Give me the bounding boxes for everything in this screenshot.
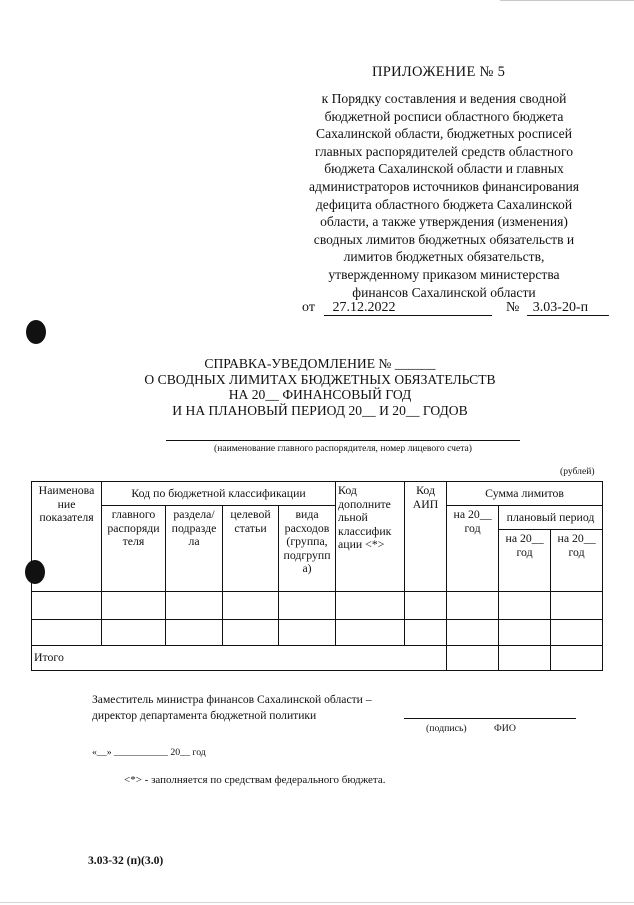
order-reference: [302, 300, 609, 316]
table-cell: [336, 592, 405, 620]
table-cell: [499, 646, 551, 671]
appendix-line: Сахалинской области, бюджетных росписей: [316, 126, 572, 142]
table-cell: [405, 592, 447, 620]
header-target-article: целевой статьи: [223, 506, 279, 592]
table-cell: [223, 592, 279, 620]
org-name-caption: (наименование главного распорядителя, номер лицевого счета): [214, 443, 472, 454]
order-number: 3.03-20-п: [527, 300, 609, 316]
table-cell: [447, 620, 499, 646]
signer-position-line: директор департамента бюджетной политики: [92, 708, 317, 722]
header-main-manager: главного распоряди теля: [102, 506, 166, 592]
appendix-line: области, а также утверждения (изменения): [320, 214, 568, 230]
appendix-line: главных распорядителей средств областного: [314, 143, 574, 159]
total-label: Итого: [32, 646, 447, 671]
signature-caption: (подпись): [426, 723, 467, 734]
appendix-line: администраторов источников финансирования: [308, 178, 580, 194]
heading-line: О СВОДНЫХ ЛИМИТАХ БЮДЖЕТНЫХ ОБЯЗАТЕЛЬСТВ: [144, 371, 496, 387]
form-code: 3.03-32 (п)(3.0): [88, 854, 164, 867]
appendix-line: к Порядку составления и ведения сводной: [321, 91, 567, 106]
header-plan-period: плановый период: [499, 506, 603, 530]
header-expense-type: вида расходов (группа, подгрупп а): [279, 506, 336, 592]
appendix-line: бюджетной росписи областного бюджета: [324, 108, 564, 124]
appendix-line: сводных лимитов бюджетных обязательств и: [313, 231, 575, 247]
table-cell: [223, 620, 279, 646]
appendix-line: лимитов бюджетных обязательств,: [343, 249, 545, 265]
appendix-line: бюджета Сахалинской области и главных: [324, 161, 564, 177]
header-additional-code: Код дополните льной классифик ации <*>: [336, 482, 405, 592]
table-cell: [32, 592, 102, 620]
org-name-line: [166, 440, 520, 441]
table-cell: [551, 646, 603, 671]
header-section: раздела/ подразде ла: [166, 506, 223, 592]
header-sum-limits: Сумма лимитов: [447, 482, 603, 506]
table-cell: [551, 620, 603, 646]
table-cell: [279, 592, 336, 620]
number-label: №: [505, 300, 520, 315]
from-label: от: [302, 300, 315, 315]
table-cell: [166, 592, 223, 620]
appendix-text: [286, 90, 602, 301]
appendix-title: ПРИЛОЖЕНИЕ № 5: [372, 64, 506, 80]
scan-artifact-top: [500, 0, 634, 1]
date-line: «__» ___________ 20__ год: [92, 747, 206, 758]
header-current-year: на 20__ год: [447, 506, 499, 592]
fio-caption: ФИО: [494, 723, 516, 734]
table-cell: [279, 620, 336, 646]
signature-block: [92, 692, 372, 723]
table-cell: [499, 592, 551, 620]
header-plan-year-2: на 20__ год: [551, 530, 603, 592]
unit-label: (рублей): [560, 466, 595, 477]
order-date: 27.12.2022: [324, 300, 492, 316]
footnote: <*> - заполняется по средствам федерального бюджета.: [124, 774, 386, 786]
table-row: [32, 592, 603, 620]
table-cell: [447, 646, 499, 671]
signature-line: [404, 718, 576, 719]
table-cell: [336, 620, 405, 646]
heading-line: СПРАВКА-УВЕДОМЛЕНИЕ № ______: [204, 356, 436, 371]
header-indicator-name: Наименова ние показателя: [32, 482, 102, 592]
table-cell: [551, 592, 603, 620]
appendix-line: финансов Сахалинской области: [352, 284, 536, 300]
table-cell: [166, 620, 223, 646]
limits-table: [31, 481, 603, 671]
appendix-line: утвержденному приказом министерства: [328, 266, 560, 282]
appendix-line: дефицита областного бюджета Сахалинской: [315, 196, 573, 212]
table-cell: [447, 592, 499, 620]
signer-position-line: Заместитель министра финансов Сахалинской области –: [92, 693, 372, 706]
document-heading: [100, 356, 540, 418]
table-cell: [499, 620, 551, 646]
punch-hole-mark: [26, 320, 46, 344]
total-row: [32, 646, 603, 671]
heading-line: И НА ПЛАНОВЫЙ ПЕРИОД 20__ И 20__ ГОДОВ: [172, 402, 468, 418]
table-cell: [102, 592, 166, 620]
scan-artifact-bottom: [0, 902, 634, 903]
header-plan-year-1: на 20__ год: [499, 530, 551, 592]
table-cell: [102, 620, 166, 646]
table-cell: [32, 620, 102, 646]
heading-line: НА 20__ ФИНАНСОВЫЙ ГОД: [228, 387, 412, 402]
header-budget-classification: Код по бюджетной классификации: [102, 482, 336, 506]
table-row: [32, 620, 603, 646]
table-cell: [405, 620, 447, 646]
header-aip-code: Код АИП: [405, 482, 447, 592]
